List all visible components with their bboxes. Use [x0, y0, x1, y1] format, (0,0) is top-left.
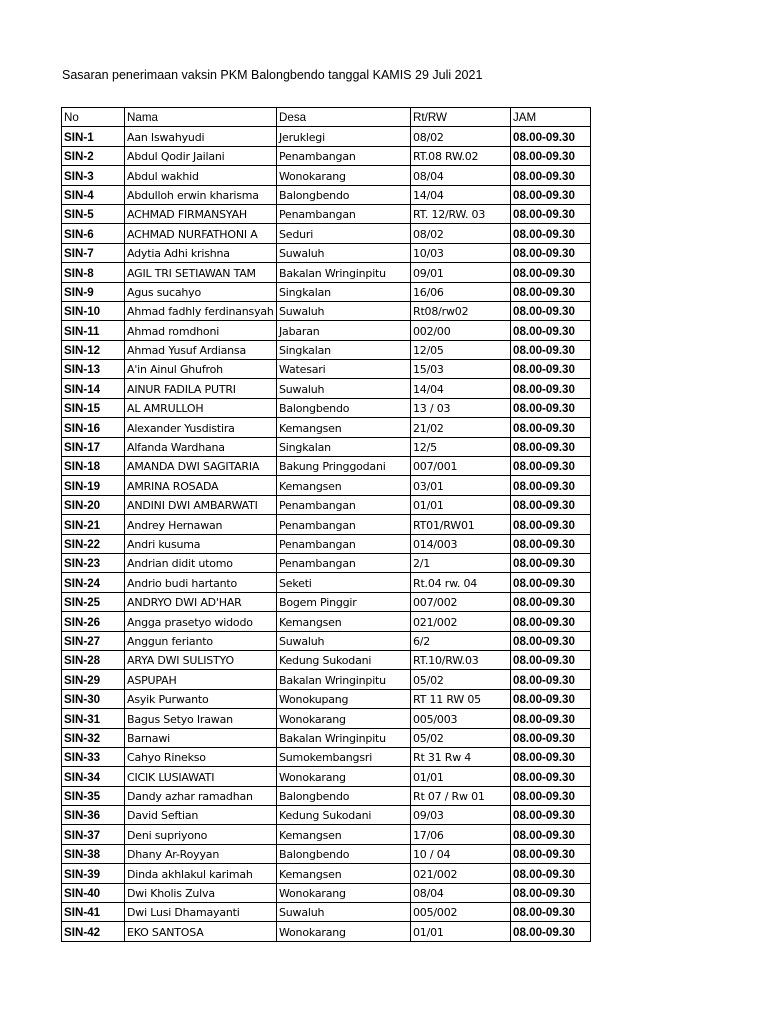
column-header-desa: Desa — [277, 108, 411, 127]
column-header-rt-rw: Rt/RW — [411, 108, 511, 127]
cell-rt: 005/002 — [411, 903, 511, 922]
table-row — [62, 321, 591, 340]
table-row — [62, 728, 591, 747]
table-row — [62, 573, 591, 592]
cell-jam: 08.00-09.30 — [511, 786, 591, 805]
table-row — [62, 903, 591, 922]
table-row — [62, 476, 591, 495]
cell-no: SIN-30 — [62, 689, 125, 708]
cell-rt: 2/1 — [411, 553, 511, 572]
cell-no: SIN-41 — [62, 903, 125, 922]
cell-no: SIN-26 — [62, 612, 125, 631]
cell-nama: CICIK LUSIAWATI — [125, 767, 277, 786]
cell-desa: Suwaluh — [277, 903, 411, 922]
table-row — [62, 786, 591, 805]
cell-jam: 08.00-09.30 — [511, 553, 591, 572]
cell-nama: AINUR FADILA PUTRI — [125, 379, 277, 398]
column-header-jam: JAM — [511, 108, 591, 127]
cell-rt: Rt 07 / Rw 01 — [411, 786, 511, 805]
cell-desa: Kedung Sukodani — [277, 806, 411, 825]
cell-jam: 08.00-09.30 — [511, 612, 591, 631]
cell-jam: 08.00-09.30 — [511, 243, 591, 262]
table-row — [62, 922, 591, 941]
cell-rt: 002/00 — [411, 321, 511, 340]
table-row — [62, 282, 591, 301]
table-row — [62, 767, 591, 786]
document-title: Sasaran penerimaan vaksin PKM Balongbendo tanggal KAMIS 29 Juli 2021 — [62, 68, 483, 82]
column-header-nama: Nama — [125, 108, 277, 127]
cell-no: SIN-20 — [62, 495, 125, 514]
cell-rt: RT 11 RW 05 — [411, 689, 511, 708]
cell-jam: 08.00-09.30 — [511, 592, 591, 611]
table-row — [62, 534, 591, 553]
cell-nama: AL AMRULLOH — [125, 398, 277, 417]
cell-jam: 08.00-09.30 — [511, 922, 591, 941]
cell-jam: 08.00-09.30 — [511, 709, 591, 728]
cell-no: SIN-19 — [62, 476, 125, 495]
cell-jam: 08.00-09.30 — [511, 883, 591, 902]
cell-jam: 08.00-09.30 — [511, 166, 591, 185]
cell-no: SIN-7 — [62, 243, 125, 262]
table-body — [62, 127, 591, 941]
cell-desa: Suwaluh — [277, 379, 411, 398]
cell-rt: 14/04 — [411, 379, 511, 398]
cell-desa: Bakalan Wringinpitu — [277, 670, 411, 689]
cell-nama: Dwi Lusi Dhamayanti — [125, 903, 277, 922]
cell-no: SIN-37 — [62, 825, 125, 844]
cell-rt: 6/2 — [411, 631, 511, 650]
cell-jam: 08.00-09.30 — [511, 825, 591, 844]
cell-rt: 08/04 — [411, 166, 511, 185]
cell-jam: 08.00-09.30 — [511, 864, 591, 883]
cell-nama: Dhany Ar-Royyan — [125, 844, 277, 863]
cell-rt: 021/002 — [411, 864, 511, 883]
cell-desa: Wonokupang — [277, 689, 411, 708]
cell-desa: Seketi — [277, 573, 411, 592]
cell-jam: 08.00-09.30 — [511, 806, 591, 825]
cell-rt: Rt08/rw02 — [411, 301, 511, 320]
cell-no: SIN-4 — [62, 185, 125, 204]
cell-jam: 08.00-09.30 — [511, 767, 591, 786]
table-row — [62, 825, 591, 844]
cell-nama: ARYA DWI SULISTYO — [125, 650, 277, 669]
cell-desa: Kemangsen — [277, 612, 411, 631]
cell-nama: Andrian didit utomo — [125, 553, 277, 572]
cell-jam: 08.00-09.30 — [511, 728, 591, 747]
cell-no: SIN-36 — [62, 806, 125, 825]
cell-rt: RT. 12/RW. 03 — [411, 204, 511, 223]
cell-rt: RT.10/RW.03 — [411, 650, 511, 669]
cell-jam: 08.00-09.30 — [511, 670, 591, 689]
cell-desa: Wonokarang — [277, 709, 411, 728]
cell-nama: Ahmad romdhoni — [125, 321, 277, 340]
cell-rt: Rt 31 Rw 4 — [411, 747, 511, 766]
cell-desa: Wonokarang — [277, 883, 411, 902]
cell-rt: 12/5 — [411, 437, 511, 456]
cell-rt: 005/003 — [411, 709, 511, 728]
cell-no: SIN-23 — [62, 553, 125, 572]
cell-nama: Ahmad Yusuf Ardiansa — [125, 340, 277, 359]
cell-no: SIN-14 — [62, 379, 125, 398]
cell-desa: Seduri — [277, 224, 411, 243]
cell-nama: Abdul Qodir Jailani — [125, 146, 277, 165]
cell-no: SIN-28 — [62, 650, 125, 669]
cell-no: SIN-12 — [62, 340, 125, 359]
cell-rt: 13 / 03 — [411, 398, 511, 417]
cell-jam: 08.00-09.30 — [511, 650, 591, 669]
table-row — [62, 515, 591, 534]
cell-nama: ASPUPAH — [125, 670, 277, 689]
table-row — [62, 437, 591, 456]
cell-nama: Deni supriyono — [125, 825, 277, 844]
cell-desa: Kemangsen — [277, 418, 411, 437]
table-row — [62, 127, 591, 146]
cell-desa: Singkalan — [277, 282, 411, 301]
cell-jam: 08.00-09.30 — [511, 185, 591, 204]
cell-jam: 08.00-09.30 — [511, 301, 591, 320]
table-header-row — [62, 108, 591, 127]
table-row — [62, 650, 591, 669]
cell-desa: Jeruklegi — [277, 127, 411, 146]
cell-nama: Andrey Hernawan — [125, 515, 277, 534]
cell-jam: 08.00-09.30 — [511, 127, 591, 146]
cell-jam: 08.00-09.30 — [511, 340, 591, 359]
cell-no: SIN-3 — [62, 166, 125, 185]
cell-no: SIN-38 — [62, 844, 125, 863]
table-row — [62, 340, 591, 359]
cell-jam: 08.00-09.30 — [511, 224, 591, 243]
cell-jam: 08.00-09.30 — [511, 844, 591, 863]
cell-rt: 01/01 — [411, 495, 511, 514]
cell-rt: 014/003 — [411, 534, 511, 553]
cell-nama: AMANDA DWI SAGITARIA — [125, 457, 277, 476]
cell-rt: 007/001 — [411, 457, 511, 476]
cell-no: SIN-34 — [62, 767, 125, 786]
table-row — [62, 224, 591, 243]
cell-rt: 12/05 — [411, 340, 511, 359]
cell-nama: Cahyo Rinekso — [125, 747, 277, 766]
cell-nama: ACHMAD FIRMANSYAH — [125, 204, 277, 223]
cell-nama: Alfanda Wardhana — [125, 437, 277, 456]
cell-rt: 08/02 — [411, 127, 511, 146]
table-row — [62, 844, 591, 863]
cell-desa: Kemangsen — [277, 476, 411, 495]
cell-nama: ACHMAD NURFATHONI A — [125, 224, 277, 243]
cell-nama: AMRINA ROSADA — [125, 476, 277, 495]
cell-no: SIN-39 — [62, 864, 125, 883]
cell-no: SIN-21 — [62, 515, 125, 534]
cell-nama: Angga prasetyo widodo — [125, 612, 277, 631]
cell-rt: 10/03 — [411, 243, 511, 262]
cell-nama: Andrio budi hartanto — [125, 573, 277, 592]
cell-jam: 08.00-09.30 — [511, 418, 591, 437]
cell-no: SIN-11 — [62, 321, 125, 340]
cell-jam: 08.00-09.30 — [511, 903, 591, 922]
cell-desa: Penambangan — [277, 515, 411, 534]
cell-rt: 03/01 — [411, 476, 511, 495]
table-row — [62, 166, 591, 185]
cell-no: SIN-32 — [62, 728, 125, 747]
cell-rt: 09/01 — [411, 263, 511, 282]
cell-desa: Sumokembangsri — [277, 747, 411, 766]
cell-jam: 08.00-09.30 — [511, 204, 591, 223]
cell-nama: EKO SANTOSA — [125, 922, 277, 941]
cell-rt: 10 / 04 — [411, 844, 511, 863]
table-row — [62, 243, 591, 262]
table-row — [62, 398, 591, 417]
cell-jam: 08.00-09.30 — [511, 398, 591, 417]
cell-nama: A'in Ainul Ghufroh — [125, 360, 277, 379]
cell-desa: Bogem Pinggir — [277, 592, 411, 611]
cell-no: SIN-1 — [62, 127, 125, 146]
cell-rt: 17/06 — [411, 825, 511, 844]
cell-no: SIN-24 — [62, 573, 125, 592]
cell-no: SIN-40 — [62, 883, 125, 902]
table-row — [62, 689, 591, 708]
cell-desa: Suwaluh — [277, 243, 411, 262]
cell-desa: Penambangan — [277, 553, 411, 572]
cell-rt: 01/01 — [411, 767, 511, 786]
cell-jam: 08.00-09.30 — [511, 573, 591, 592]
table-row — [62, 204, 591, 223]
cell-rt: 007/002 — [411, 592, 511, 611]
cell-jam: 08.00-09.30 — [511, 534, 591, 553]
cell-nama: ANDRYO DWI AD'HAR — [125, 592, 277, 611]
table-row — [62, 592, 591, 611]
cell-desa: Penambangan — [277, 146, 411, 165]
cell-nama: Ahmad fadhly ferdinansyah — [125, 301, 277, 320]
vaccine-schedule-table — [61, 107, 591, 942]
cell-nama: David Seftian — [125, 806, 277, 825]
cell-no: SIN-27 — [62, 631, 125, 650]
column-header-no: No — [62, 108, 125, 127]
table-row — [62, 379, 591, 398]
cell-jam: 08.00-09.30 — [511, 495, 591, 514]
table-row — [62, 457, 591, 476]
cell-desa: Singkalan — [277, 340, 411, 359]
cell-no: SIN-10 — [62, 301, 125, 320]
table-row — [62, 806, 591, 825]
cell-desa: Balongbendo — [277, 844, 411, 863]
cell-no: SIN-31 — [62, 709, 125, 728]
cell-nama: Asyik Purwanto — [125, 689, 277, 708]
cell-no: SIN-6 — [62, 224, 125, 243]
table-row — [62, 747, 591, 766]
cell-no: SIN-22 — [62, 534, 125, 553]
cell-rt: 21/02 — [411, 418, 511, 437]
cell-jam: 08.00-09.30 — [511, 282, 591, 301]
cell-no: SIN-15 — [62, 398, 125, 417]
cell-desa: Jabaran — [277, 321, 411, 340]
cell-rt: 01/01 — [411, 922, 511, 941]
cell-jam: 08.00-09.30 — [511, 631, 591, 650]
cell-rt: 05/02 — [411, 728, 511, 747]
cell-no: SIN-42 — [62, 922, 125, 941]
table-row — [62, 418, 591, 437]
cell-no: SIN-17 — [62, 437, 125, 456]
cell-nama: Bagus Setyo Irawan — [125, 709, 277, 728]
cell-no: SIN-5 — [62, 204, 125, 223]
cell-rt: RT.08 RW.02 — [411, 146, 511, 165]
cell-nama: Dandy azhar ramadhan — [125, 786, 277, 805]
cell-jam: 08.00-09.30 — [511, 437, 591, 456]
cell-no: SIN-33 — [62, 747, 125, 766]
cell-rt: 16/06 — [411, 282, 511, 301]
table-row — [62, 146, 591, 165]
cell-nama: Alexander Yusdistira — [125, 418, 277, 437]
cell-desa: Bakalan Wringinpitu — [277, 263, 411, 282]
cell-nama: Anggun ferianto — [125, 631, 277, 650]
cell-rt: Rt.04 rw. 04 — [411, 573, 511, 592]
cell-no: SIN-29 — [62, 670, 125, 689]
table-row — [62, 360, 591, 379]
table-row — [62, 709, 591, 728]
cell-rt: 14/04 — [411, 185, 511, 204]
cell-desa: Penambangan — [277, 534, 411, 553]
cell-jam: 08.00-09.30 — [511, 689, 591, 708]
cell-desa: Watesari — [277, 360, 411, 379]
table-row — [62, 495, 591, 514]
table-row — [62, 185, 591, 204]
cell-desa: Kemangsen — [277, 864, 411, 883]
cell-no: SIN-9 — [62, 282, 125, 301]
cell-desa: Bakalan Wringinpitu — [277, 728, 411, 747]
cell-no: SIN-16 — [62, 418, 125, 437]
cell-nama: AGIL TRI SETIAWAN TAM — [125, 263, 277, 282]
cell-rt: 15/03 — [411, 360, 511, 379]
cell-rt: 08/04 — [411, 883, 511, 902]
cell-desa: Balongbendo — [277, 398, 411, 417]
cell-rt: 08/02 — [411, 224, 511, 243]
table-row — [62, 864, 591, 883]
cell-nama: Abdulloh erwin kharisma — [125, 185, 277, 204]
table-row — [62, 883, 591, 902]
cell-rt: 021/002 — [411, 612, 511, 631]
cell-jam: 08.00-09.30 — [511, 747, 591, 766]
cell-no: SIN-18 — [62, 457, 125, 476]
table-row — [62, 263, 591, 282]
cell-nama: Dinda akhlakul karimah — [125, 864, 277, 883]
cell-desa: Suwaluh — [277, 631, 411, 650]
cell-no: SIN-2 — [62, 146, 125, 165]
cell-nama: Agus sucahyo — [125, 282, 277, 301]
table-row — [62, 301, 591, 320]
table-row — [62, 670, 591, 689]
cell-rt: 05/02 — [411, 670, 511, 689]
table-row — [62, 612, 591, 631]
cell-jam: 08.00-09.30 — [511, 515, 591, 534]
cell-nama: Dwi Kholis Zulva — [125, 883, 277, 902]
cell-rt: 09/03 — [411, 806, 511, 825]
cell-nama: Abdul wakhid — [125, 166, 277, 185]
cell-desa: Kedung Sukodani — [277, 650, 411, 669]
cell-desa: Singkalan — [277, 437, 411, 456]
cell-jam: 08.00-09.30 — [511, 263, 591, 282]
cell-no: SIN-25 — [62, 592, 125, 611]
cell-nama: Adytia Adhi krishna — [125, 243, 277, 262]
cell-desa: Balongbendo — [277, 185, 411, 204]
cell-desa: Wonokarang — [277, 922, 411, 941]
cell-jam: 08.00-09.30 — [511, 476, 591, 495]
cell-desa: Penambangan — [277, 204, 411, 223]
cell-no: SIN-13 — [62, 360, 125, 379]
cell-jam: 08.00-09.30 — [511, 321, 591, 340]
cell-rt: RT01/RW01 — [411, 515, 511, 534]
cell-jam: 08.00-09.30 — [511, 146, 591, 165]
cell-desa: Bakung Pringgodani — [277, 457, 411, 476]
cell-desa: Wonokarang — [277, 767, 411, 786]
cell-nama: Barnawi — [125, 728, 277, 747]
cell-nama: Aan Iswahyudi — [125, 127, 277, 146]
cell-desa: Penambangan — [277, 495, 411, 514]
cell-nama: ANDINI DWI AMBARWATI — [125, 495, 277, 514]
table-row — [62, 631, 591, 650]
cell-jam: 08.00-09.30 — [511, 379, 591, 398]
cell-no: SIN-35 — [62, 786, 125, 805]
cell-no: SIN-8 — [62, 263, 125, 282]
cell-desa: Wonokarang — [277, 166, 411, 185]
cell-desa: Kemangsen — [277, 825, 411, 844]
cell-jam: 08.00-09.30 — [511, 457, 591, 476]
cell-desa: Suwaluh — [277, 301, 411, 320]
table-row — [62, 553, 591, 572]
cell-nama: Andri kusuma — [125, 534, 277, 553]
cell-desa: Balongbendo — [277, 786, 411, 805]
cell-jam: 08.00-09.30 — [511, 360, 591, 379]
